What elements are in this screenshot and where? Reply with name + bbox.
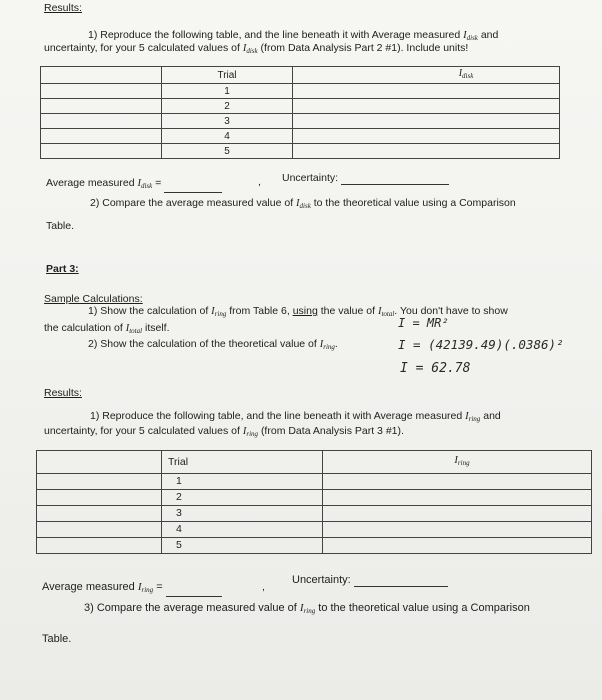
table-header-row xyxy=(37,451,592,474)
idisk-cell[interactable] xyxy=(293,129,560,144)
part-3-heading: Part 3: xyxy=(46,263,79,275)
trial-header: Trial xyxy=(162,451,323,474)
idisk-cell[interactable] xyxy=(293,144,560,159)
question-1b-line-2: uncertainty, for your 5 calculated values of $I_{ring}$ (from Data Analysis Part 3 #1). xyxy=(44,425,404,438)
average-disk-line: Average measured $I_{disk}$ = xyxy=(46,177,222,193)
average-disk-blank[interactable] xyxy=(164,192,222,193)
table-row: 4 xyxy=(41,129,560,144)
results-heading-2: Results: xyxy=(44,387,82,399)
uncertainty-line-1: Uncertainty: xyxy=(282,172,449,185)
question-3-table-word: Table. xyxy=(42,633,72,645)
table-row: 2 xyxy=(41,99,560,114)
question-2-line: 2) Compare the average measured value of $I_{disk}$ to the theoretical value using a Comparison xyxy=(90,197,516,210)
table-row: 3 xyxy=(37,506,592,522)
handwritten-substitution: I = (42139.49)(.0386)² xyxy=(398,337,564,352)
table-row: 4 xyxy=(37,522,592,538)
idisk-header: $I_{disk}$ xyxy=(293,67,560,84)
handwritten-result: I = 62.78 xyxy=(400,361,471,376)
table-row: 5 xyxy=(41,144,560,159)
average-ring-line: Average measured $I_{ring}$ = xyxy=(42,581,222,597)
table-row: 1 xyxy=(41,84,560,99)
uncertainty-blank-2[interactable] xyxy=(354,586,448,587)
average-ring-blank[interactable] xyxy=(166,596,222,597)
sample-calculations-heading: Sample Calculations: xyxy=(44,293,143,305)
iring-cell[interactable] xyxy=(323,522,592,538)
table-header-row xyxy=(41,67,560,84)
table-row: 5 xyxy=(37,538,592,554)
idisk-cell[interactable] xyxy=(293,114,560,129)
question-3-line: 3) Compare the average measured value of $I_{ring}$ to the theoretical value using a Comparison xyxy=(84,602,530,615)
sample-calc-1-line-1: 1) Show the calculation of $I_{ring}$ from Table 6, using the value of $I_{total}$. You don't have to show xyxy=(88,305,508,318)
results-heading-1: Results: xyxy=(44,2,82,14)
iring-cell[interactable] xyxy=(323,506,592,522)
question-1-line-2: uncertainty, for your 5 calculated values of $I_{disk}$ (from Data Analysis Part 2 #1). Include units! xyxy=(44,42,469,55)
table-row: 3 xyxy=(41,114,560,129)
sample-calc-2-line: 2) Show the calculation of the theoretical value of $I_{ring}$. xyxy=(88,338,338,351)
uncertainty-blank-1[interactable] xyxy=(341,184,449,185)
disk-data-table xyxy=(40,66,560,159)
table-row: 2 xyxy=(37,490,592,506)
idisk-cell[interactable] xyxy=(293,84,560,99)
iring-header: $I_{ring}$ xyxy=(323,451,592,474)
iring-cell[interactable] xyxy=(323,490,592,506)
question-1-line-1: 1) Reproduce the following table, and the line beneath it with Average measured $I_{disk}$ and xyxy=(88,29,499,42)
uncertainty-line-2: Uncertainty: xyxy=(292,574,448,587)
iring-cell[interactable] xyxy=(323,474,592,490)
idisk-cell[interactable] xyxy=(293,99,560,114)
ring-data-table xyxy=(36,450,592,554)
trial-header: Trial xyxy=(162,67,293,84)
worksheet-page: Results: 1) Reproduce the following table, and the line beneath it with Average measured $I_{disk}$ and uncertainty, for your 5 calculated values of $I_{disk}$ (from Data Analysis Part 2 #1). Include units! Trial $I_{disk}$ 1 2 3 4 5 Average measured $I_{disk}$ = , Uncertainty: 2) Compare the average measured value of $I_{disk}$ to the theoretical value using a Comparison Table. Part 3: Sample Calculations: 1) Show the calculation of $I_{ring}$ from Table 6, using the value of $I_{total}$. You don't have to show the calculation of $I_{total}$ itself. 2) Show the calculation of the theoretical value of $I_{ring}$. I = MR² I = (42139.49)(.0386)² I = 62.78 Results: 1) Reproduce the following table, and the line beneath it with Average measured $I_{ring}$ and uncertainty, for your 5 calculated values of $I_{ring}$ (from Data Analysis Part 3 #1). Trial $I_{ring}$ 1 2 3 4 5 Average measured $I_{ring}$ = , Uncertainty: 3) Compare the average measured value of $I_{ring}$ to the theoretical value using a Comparison Table. xyxy=(0,0,602,700)
question-1b-line-1: 1) Reproduce the following table, and the line beneath it with Average measured $I_{ring}$ and xyxy=(90,410,501,423)
sample-calc-1-line-2: the calculation of $I_{total}$ itself. xyxy=(44,322,170,335)
handwritten-formula: I = MR² xyxy=(398,316,449,330)
table-row: 1 xyxy=(37,474,592,490)
iring-cell[interactable] xyxy=(323,538,592,554)
question-2-table-word: Table. xyxy=(46,220,75,232)
